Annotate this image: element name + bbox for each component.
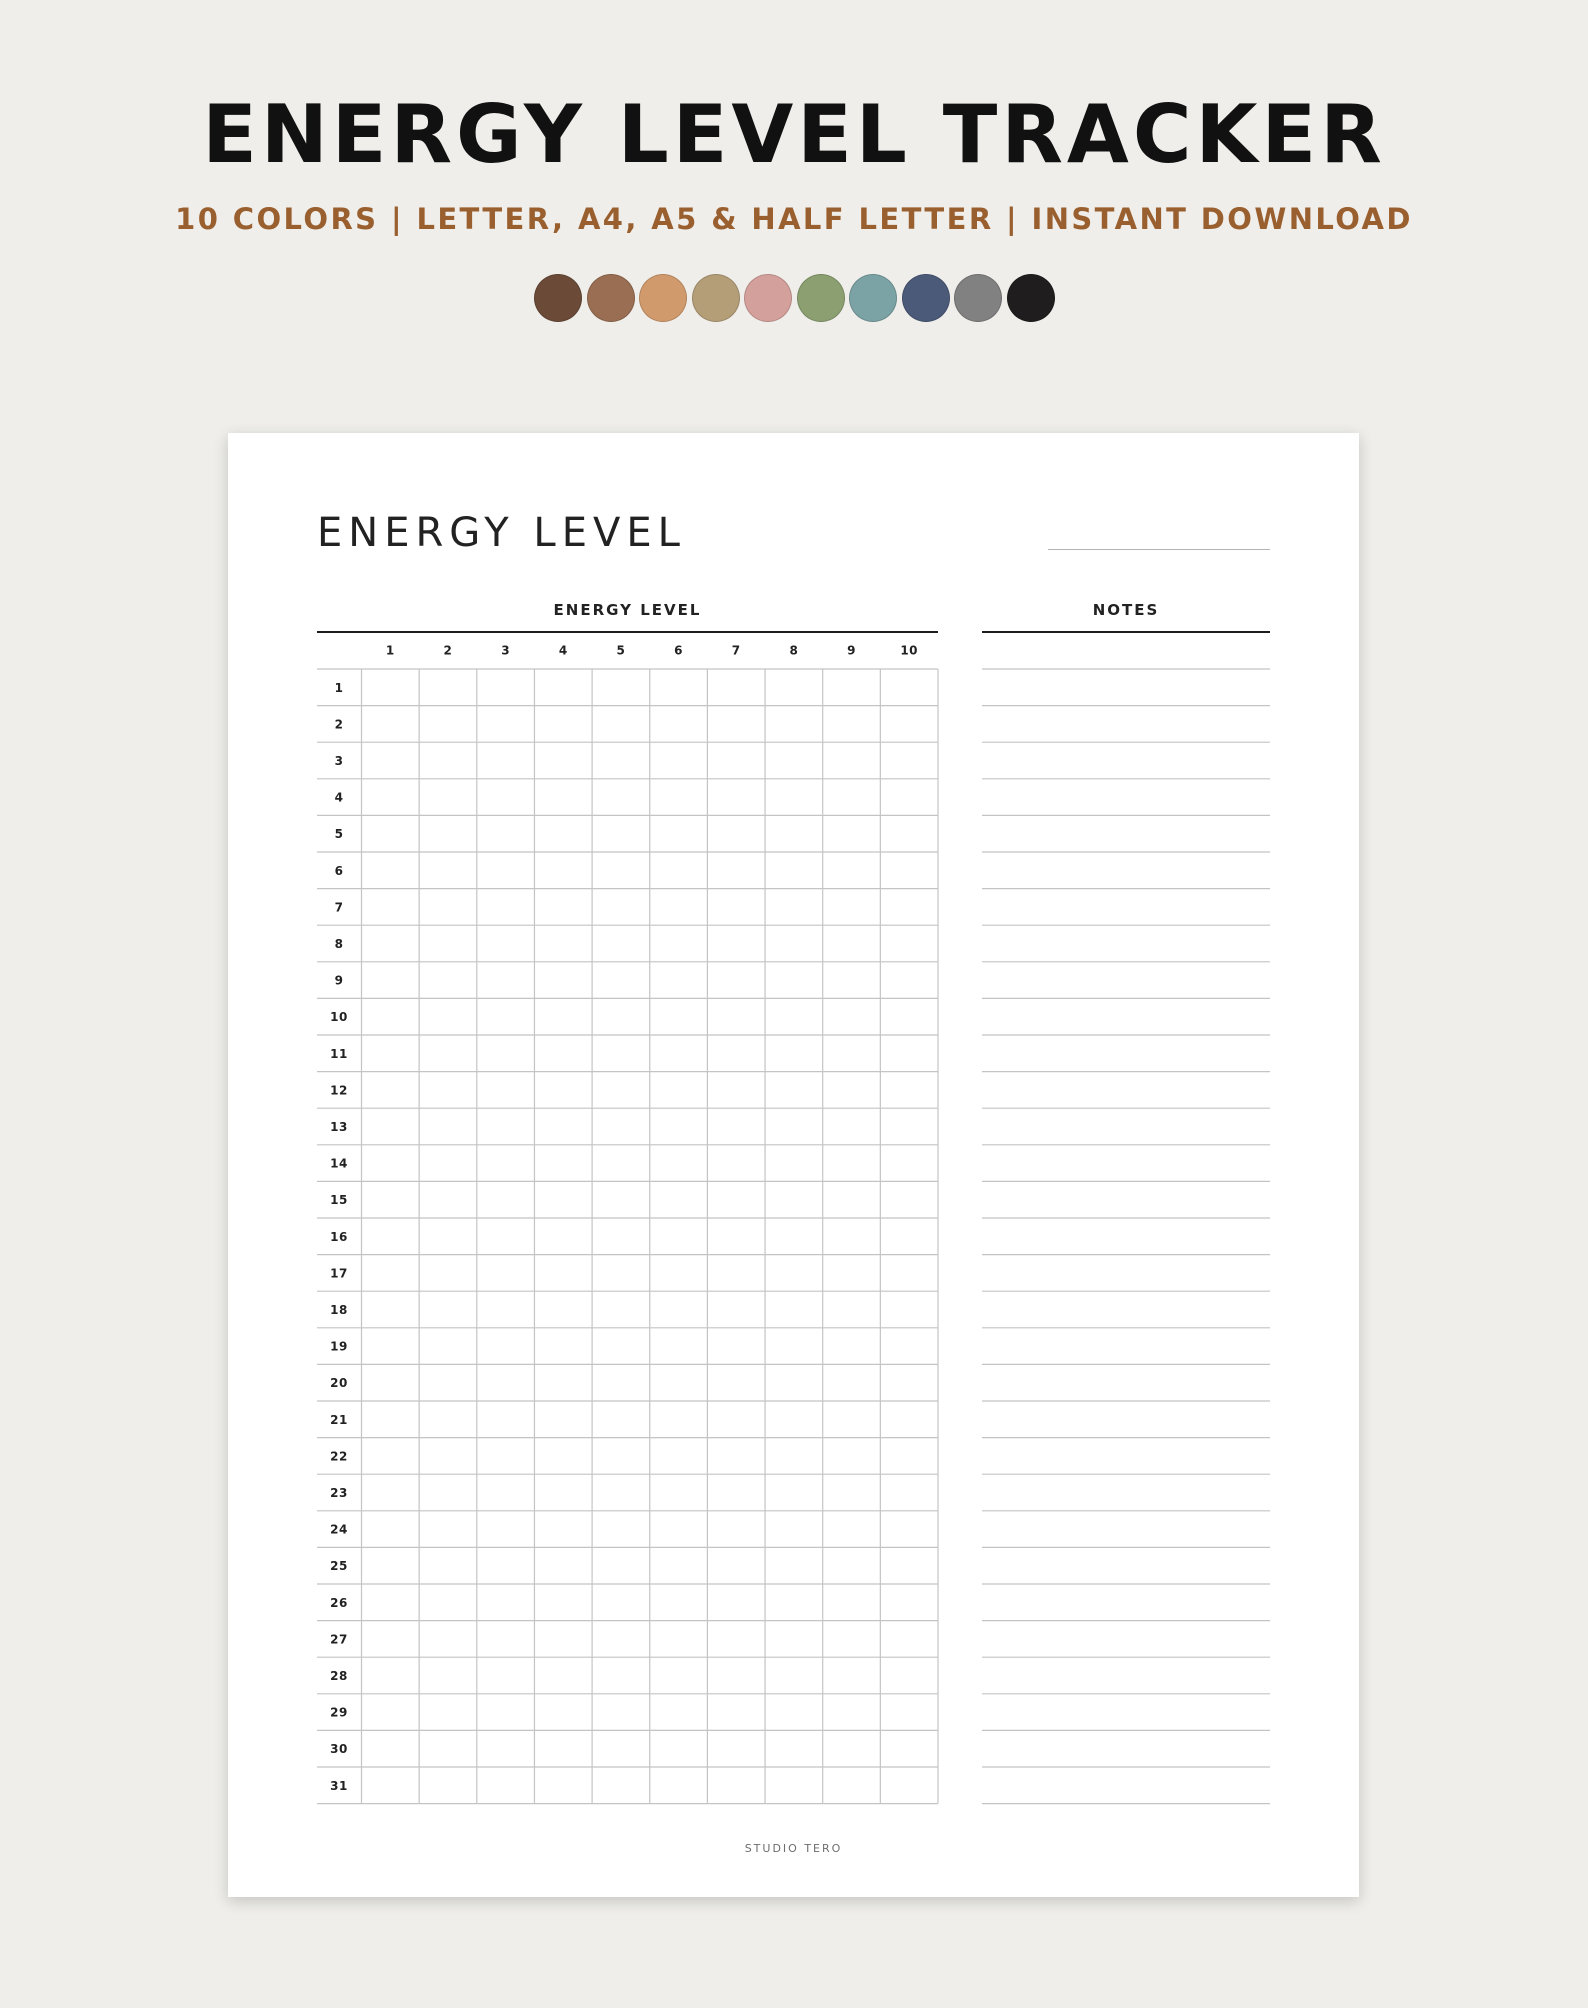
day-label-15: 15 [330,1193,348,1208]
level-label-2: 2 [443,643,453,658]
day-label-28: 28 [330,1669,348,1683]
color-swatch-8 [902,274,950,322]
day-label-24: 24 [330,1522,348,1537]
day-label-14: 14 [330,1156,348,1171]
level-label-9: 9 [847,643,856,658]
day-label-29: 29 [330,1705,348,1720]
day-label-26: 26 [330,1595,348,1610]
page-subtitle: 10 COLORS | LETTER, A4, A5 & HALF LETTER | INSTANT DOWNLOAD [175,202,1413,236]
planner-sheet [228,433,1359,1897]
day-label-6: 6 [334,863,344,878]
day-label-30: 30 [330,1742,348,1757]
day-label-2: 2 [334,717,344,732]
color-swatch-5 [744,274,792,322]
day-label-13: 13 [330,1120,348,1134]
color-swatch-3 [639,274,687,322]
day-label-18: 18 [330,1303,348,1317]
day-label-16: 16 [330,1229,348,1244]
day-label-21: 21 [330,1412,348,1427]
energy-level-header: ENERGY LEVEL [553,601,702,619]
color-swatches [534,274,1055,322]
color-swatch-1 [534,274,582,322]
level-label-6: 6 [674,643,684,658]
level-label-1: 1 [385,643,395,658]
color-swatch-10 [1007,274,1055,322]
energy-grid [228,433,1359,1897]
sheet-title: ENERGY LEVEL [317,510,686,556]
day-label-25: 25 [330,1559,348,1574]
day-label-23: 23 [330,1486,348,1500]
level-label-4: 4 [558,643,568,658]
day-label-17: 17 [330,1266,348,1281]
day-label-5: 5 [334,827,344,842]
notes-header: NOTES [1092,601,1160,619]
color-swatch-9 [954,274,1002,322]
day-label-12: 12 [330,1083,348,1098]
day-label-19: 19 [330,1339,348,1354]
level-label-7: 7 [731,643,741,658]
day-label-1: 1 [334,680,344,695]
level-label-10: 10 [900,643,919,658]
color-swatch-4 [692,274,740,322]
day-label-31: 31 [330,1778,348,1793]
page-title: ENERGY LEVEL TRACKER [202,88,1386,181]
day-label-3: 3 [334,754,344,768]
level-label-8: 8 [789,643,799,658]
day-label-7: 7 [334,900,344,915]
footer-brand: STUDIO TERO [744,1842,843,1855]
day-label-4: 4 [334,790,344,805]
day-label-27: 27 [330,1632,348,1647]
day-label-8: 8 [334,937,344,951]
color-swatch-7 [849,274,897,322]
day-label-22: 22 [330,1449,348,1464]
level-label-3: 3 [501,643,511,658]
day-label-9: 9 [334,973,344,988]
color-swatch-2 [587,274,635,322]
day-label-11: 11 [330,1046,348,1061]
day-label-20: 20 [330,1376,348,1391]
day-label-10: 10 [330,1010,348,1025]
level-label-5: 5 [616,643,626,658]
color-swatch-6 [797,274,845,322]
